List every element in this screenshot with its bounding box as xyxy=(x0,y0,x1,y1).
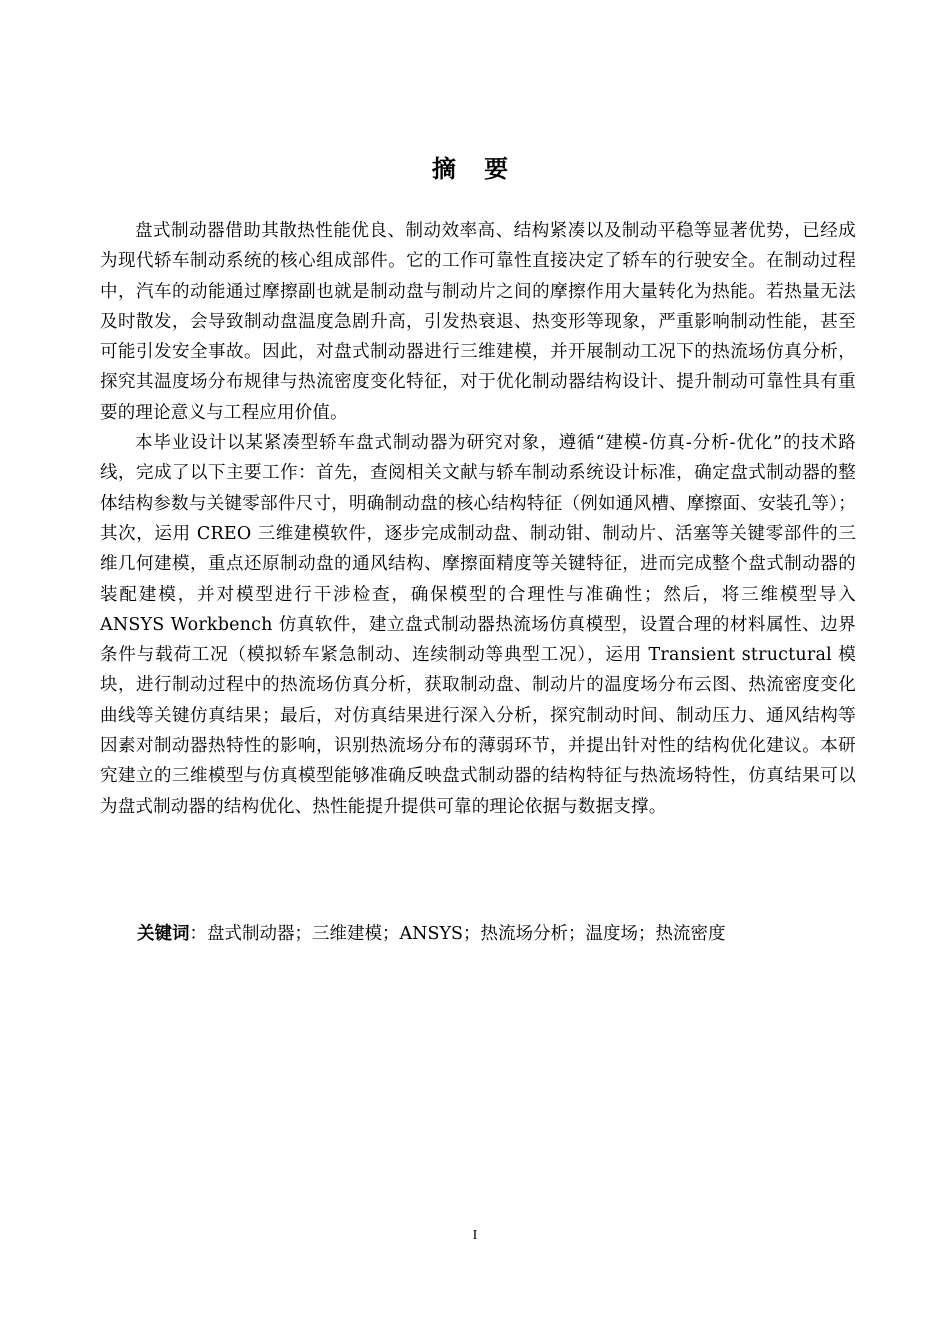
keywords-separator: ： xyxy=(189,924,207,944)
keywords-label: 关键词 xyxy=(137,924,190,944)
page-number: I xyxy=(472,1228,478,1243)
abstract-paragraph-2: 本毕业设计以某紧凑型轿车盘式制动器为研究对象，遵循“建模-仿真-分析-优化”的技术路线，完成了以下主要工作：首先，查阅相关文献与轿车制动系统设计标准，确定盘式制动器的整体结构参数与关键零部件尺寸，明确制动盘的核心结构特征（例如通风槽、摩擦面、安装孔等）；其次，运用 CREO 三维建模软件，逐步完成制动盘、制动钳、制动片、活塞等关键零部件的三维几何建模，重点还原制动盘的通风结构、摩擦面精度等关键特征，进而完成整个盘式制动器的装配建模，并对模型进行干涉检查，确保模型的合理性与准确性；然后，将三维模型导入 ANSYS Workbench 仿真软件，建立盘式制动器热流场仿真模型，设置合理的材料属性、边界条件与载荷工况（模拟轿车紧急制动、连续制动等典型工况），运用 Transient structural 模块，进行制动过程中的热流场仿真分析，获取制动盘、制动片的温度场分布云图、热流密度变化曲线等关键仿真结果；最后，对仿真结果进行深入分析，探究制动时间、制动压力、通风结构等因素对制动器热特性的影响，识别热流场分布的薄弱环节，并提出针对性的结构优化建议。本研究建立的三维模型与仿真模型能够准确反映盘式制动器的结构特征与热流场特性，仿真结果可以为盘式制动器的结构优化、热性能提升提供可靠的理论依据与数据支撑。 xyxy=(100,433,856,817)
page-title: 摘 要 xyxy=(431,155,519,183)
abstract-paragraph-1: 盘式制动器借助其散热性能优良、制动效率高、结构紧凑以及制动平稳等显著优势，已经成为现代轿车制动系统的核心组成部件。它的工作可靠性直接决定了轿车的行驶安全。在制动过程中，汽车的动能通过摩擦副也就是制动盘与制动片之间的摩擦作用大量转化为热能。若热量无法及时散发，会导致制动盘温度急剧升高，引发热衰退、热变形等现象，严重影响制动性能，甚至可能引发安全事故。因此，对盘式制动器进行三维建模，并开展制动工况下的热流场仿真分析，探究其温度场分布规律与热流密度变化特征，对于优化制动器结构设计、提升制动可靠性具有重要的理论意义与工程应用价值。 xyxy=(100,221,856,423)
keywords-line xyxy=(137,919,857,949)
keywords-text: 盘式制动器；三维建模；ANSYS；热流场分析；温度场；热流密度 xyxy=(207,924,726,944)
abstract-body xyxy=(100,216,856,822)
